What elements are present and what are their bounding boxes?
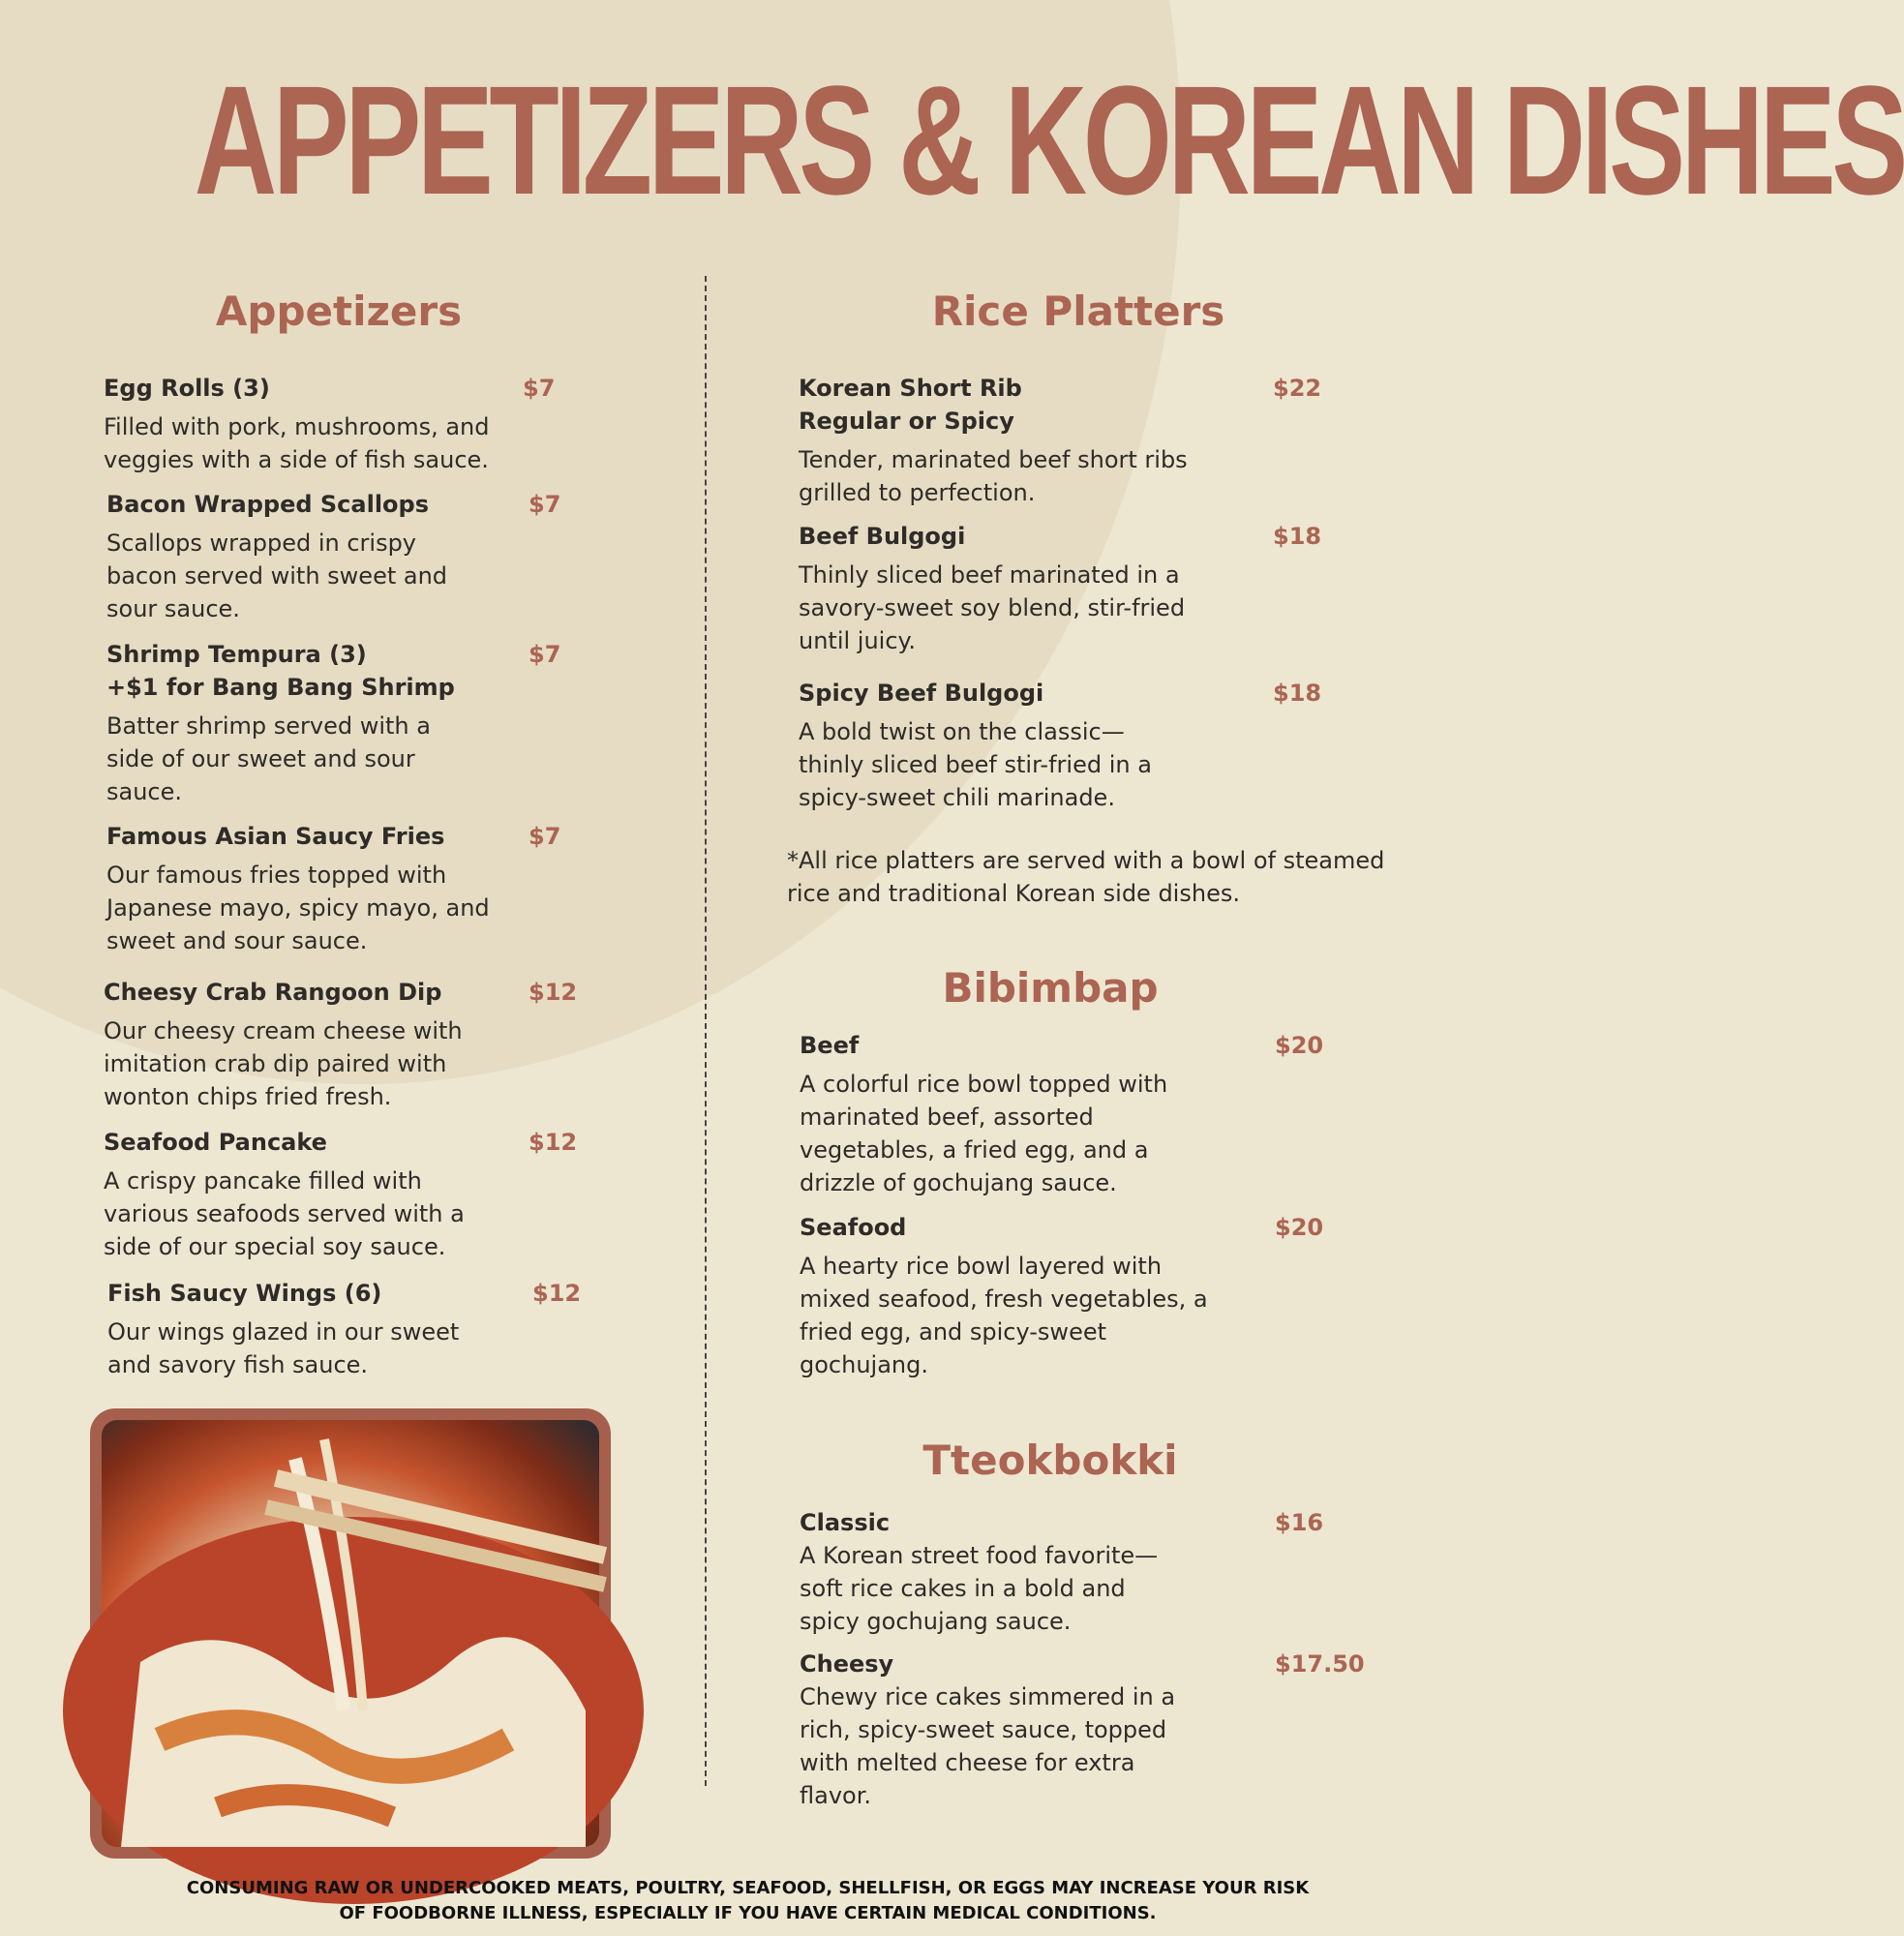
item-price: $12 [532,1280,582,1307]
health-disclaimer [0,1876,1496,1926]
item-price: $7 [523,375,556,402]
food-photo-frame [90,1408,611,1859]
item-description: Tender, marinated beef short ribs grilled to perfection. [799,446,1188,506]
menu-item [800,1211,1342,1381]
item-name: Shrimp Tempura (3) [106,641,367,668]
disclaimer-line: CONSUMING RAW OR UNDERCOOKED MEATS, POULTRY, SEAFOOD, SHELLFISH, OR EGGS MAY INCREASE YOUR RISK [186,1878,1310,1898]
menu-item [800,1506,1342,1638]
item-price: $7 [529,823,561,850]
item-description: A colorful rice bowl topped with marinated beef, assorted vegetables, a fried egg, and a drizzle of gochujang sauce. [800,1071,1168,1196]
item-name: Beef [800,1032,860,1059]
item-description: Filled with pork, mushrooms, and veggies with a side of fish sauce. [104,413,490,473]
item-description: A hearty rice bowl layered with mixed seafood, fresh vegetables, a fried egg, and spicy-sweet gochujang. [800,1253,1208,1378]
item-description: Our famous fries topped with Japanese mayo, spicy mayo, and sweet and sour sauce. [106,862,490,954]
item-price: $12 [529,1129,578,1156]
item-price: $12 [529,979,578,1006]
menu-item [799,372,1341,509]
item-name: Classic [800,1509,891,1536]
item-name: Fish Saucy Wings (6) [107,1280,382,1307]
item-price: $20 [1275,1032,1324,1059]
item-description: Our wings glazed in our sweet and savory fish sauce. [107,1318,460,1378]
section-title-appetizers: Appetizers [215,287,463,335]
menu-item [799,677,1341,814]
item-name: Cheesy Crab Rangoon Dip [104,979,442,1006]
item-price: $20 [1275,1214,1324,1241]
menu-item [107,1277,582,1381]
item-price: $18 [1273,680,1322,707]
column-divider [705,276,707,1786]
menu-item [106,488,561,625]
menu-item [104,1126,578,1263]
item-price: $7 [529,491,561,518]
item-name: Bacon Wrapped Scallops [106,491,430,518]
item-name: Famous Asian Saucy Fries [106,823,445,850]
disclaimer-line: OF FOODBORNE ILLNESS, ESPECIALLY IF YOU HAVE CERTAIN MEDICAL CONDITIONS. [339,1903,1157,1923]
item-price: $7 [529,641,561,668]
item-name-option: +$1 for Bang Bang Shrimp [106,674,455,701]
item-description: A Korean street food favorite—soft rice cakes in a bold and spicy gochujang sauce. [800,1542,1159,1635]
item-price: $22 [1273,375,1322,402]
item-description: A crispy pancake filled with various seafoods served with a side of our special soy sauce. [104,1167,465,1260]
item-description: Chewy rice cakes simmered in a rich, spicy-sweet sauce, topped with melted cheese for extra flavor. [800,1683,1176,1809]
item-name: Korean Short Rib [799,375,1022,402]
item-description: Scallops wrapped in crispy bacon served with sweet and sour sauce. [106,529,448,622]
menu-item [104,976,578,1113]
item-name: Cheesy [800,1650,894,1678]
item-price: $18 [1273,523,1322,550]
item-name-option: Regular or Spicy [799,408,1014,435]
item-name: Spicy Beef Bulgogi [799,680,1044,707]
item-name: Egg Rolls (3) [104,375,270,402]
section-title-bibimbap: Bibimbap [942,964,1159,1012]
item-price: $17.50 [1275,1650,1365,1678]
item-description: Our cheesy cream cheese with imitation crab dip paired with wonton chips fried fresh. [104,1017,463,1110]
item-name: Seafood [800,1214,907,1241]
menu-item [800,1029,1342,1199]
menu-item [800,1648,1365,1812]
menu-item [106,638,561,808]
menu-item [799,520,1341,657]
item-price: $16 [1275,1509,1324,1536]
menu-item [104,372,556,476]
item-name: Seafood Pancake [104,1129,327,1156]
rice-platters-note: *All rice platters are served with a bowl of steamed rice and traditional Korean side dishes. [787,847,1385,907]
item-description: Thinly sliced beef marinated in a savory-sweet soy blend, stir-fried until juicy. [799,561,1186,654]
tteokbokki-illustration [102,1420,599,1847]
item-name: Beef Bulgogi [799,523,966,550]
item-description: A bold twist on the classic—thinly sliced beef stir-fried in a spicy-sweet chili marinade. [799,718,1152,811]
section-title-rice-platters: Rice Platters [931,287,1225,335]
section-title-tteokbokki: Tteokbokki [922,1437,1178,1484]
item-description: Batter shrimp served with a side of our sweet and sour sauce. [106,712,431,805]
page-title: APPETIZERS & KOREAN DISHES [194,53,1904,227]
tteokbokki-photo [102,1420,599,1847]
menu-item [106,820,561,957]
